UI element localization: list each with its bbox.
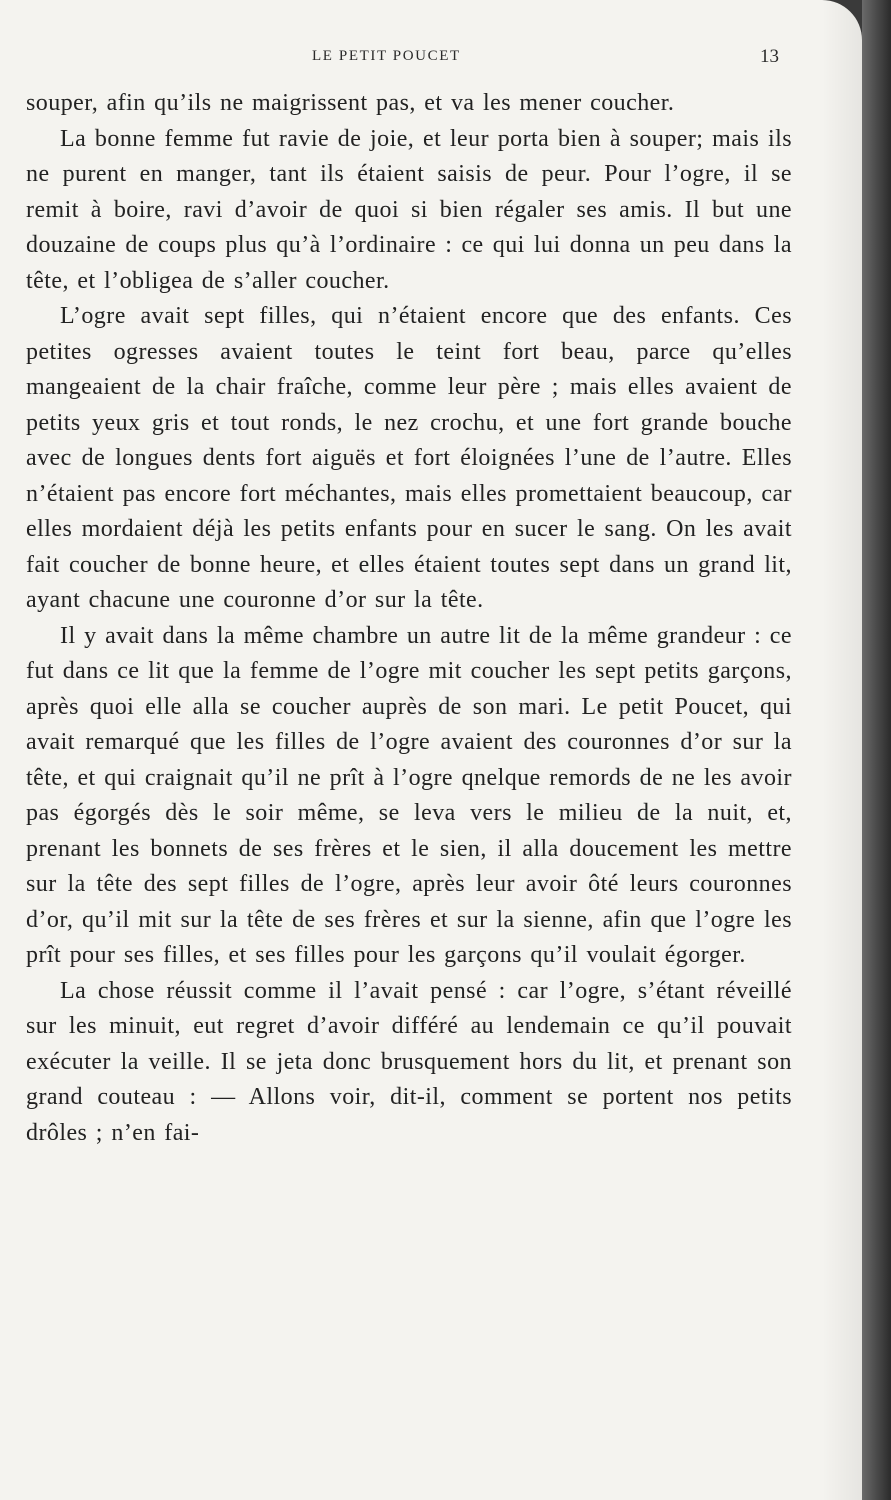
paragraph-continuation: souper, afin qu’ils ne maigrissent pas, et va les mener coucher. — [26, 90, 675, 116]
paragraph: Il y avait dans la même chambre un autre lit de la même grandeur : ce fut dans ce lit que la femme de l’ogre mit coucher les sept petits garçons, après quoi elle alla se coucher auprès de son mari. Le petit Poucet, qui avait remarqué que les filles de l’ogre avaient des couronnes d’or sur la tête, et qui craignait qu’il ne prît à l’ogre qnelque remords de ne les avoir pas égorgés dès le soir même, se leva vers le milieu de la nuit, et, prenant les bonnets de ses frères et le sien, il alla doucement les mettre sur la tête des sept filles de l’ogre, après leur avoir ôté leurs couronnes d’or, qu’il mit sur la tête de ses frères et sur la sienne, afin que l’ogre les prît pour ses filles, et ses filles pour les garçons qu’il voulait égorger. — [26, 622, 792, 968]
page-edge-shadow — [862, 0, 891, 1500]
running-title: LE PETIT POUCET — [312, 48, 461, 64]
page-header — [0, 48, 862, 72]
paragraph: La chose réussit comme il l’avait pensé : car l’ogre, s’étant réveillé sur les minuit, eut regret d’avoir différé au lendemain ce qu’il pouvait exécuter la veille. Il se jeta donc brusquement hors du lit, et prenant son grand couteau : — Allons voir, dit-il, comment se portent nos petits drôles ; n’en fai- — [26, 977, 792, 1146]
body-text — [26, 86, 792, 1151]
paragraph: La bonne femme fut ravie de joie, et leur porta bien à souper; mais ils ne purent en manger, tant ils étaient saisis de peur. Pour l’ogre, il se remit à boire, ravi d’avoir de quoi si bien régaler ses amis. Il but une douzaine de coups plus qu’à l’ordinaire : ce qui lui donna un peu dans la tête, et l’obligea de s’aller coucher. — [26, 125, 792, 294]
paragraph: L’ogre avait sept filles, qui n’étaient encore que des enfants. Ces petites ogresses avaient toutes le teint fort beau, parce qu’elles mangeaient de la chair fraîche, comme leur père ; mais elles avaient de petits yeux gris et tout ronds, le nez crochu, et une fort grande bouche avec de longues dents fort aiguës et fort éloignées l’une de l’autre. Elles n’étaient pas encore fort méchantes, mais elles promettaient beaucoup, car elles mordaient déjà les petits enfants pour en sucer le sang. On les avait fait coucher de bonne heure, et elles étaient toutes sept dans un grand lit, ayant chacune une couronne d’or sur la tête. — [26, 303, 792, 613]
page-number: 13 — [760, 46, 779, 67]
